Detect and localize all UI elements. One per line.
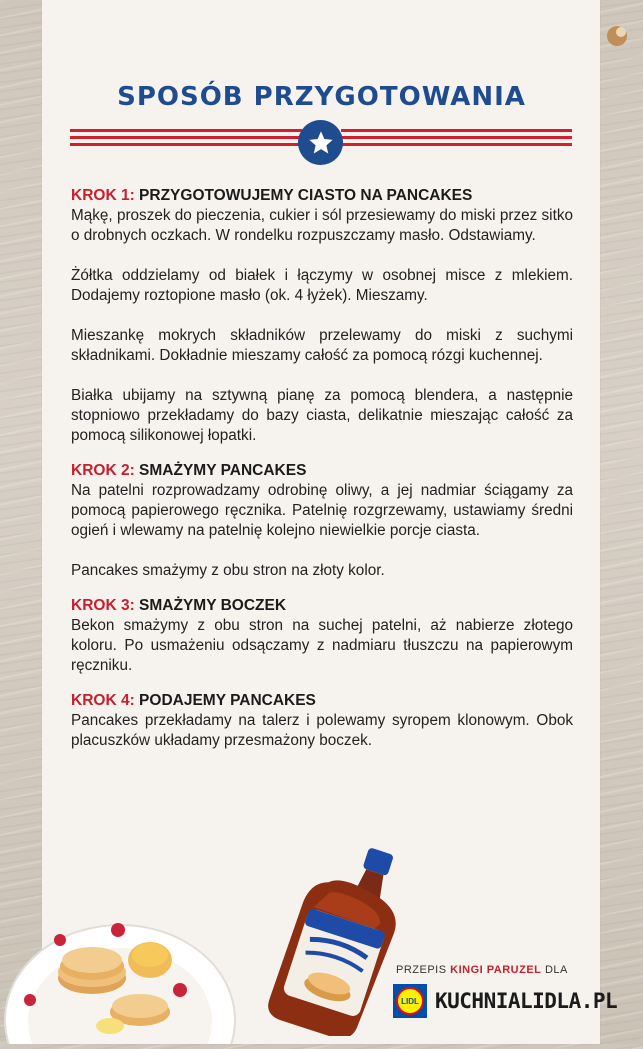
site-name: KUCHNIALIDLA.PL [435, 989, 618, 1013]
step-4-heading: KROK 4: PODAJEMY PANCAKES [71, 692, 316, 709]
recipe-credit: PRZEPIS KINGI PARUZEL DLA [396, 964, 568, 976]
stripes-left [70, 129, 302, 145]
pancake-plate-icon [0, 900, 240, 1044]
step-3-paragraph-1: Bekon smażymy z obu stron na suchej patelni, aż nabierze złotego koloru. Po usmażeniu odsączamy z nadmiaru tłuszczu na papierowym ręczniku. [71, 617, 573, 674]
step-2-paragraph-2: Pancakes smażymy z obu stron na złoty kolor. [71, 562, 385, 579]
lidl-logo: LIDL [393, 984, 427, 1018]
step-3-heading: KROK 3: SMAŻYMY BOCZEK [71, 597, 287, 614]
step-4-paragraph-1: Pancakes przekładamy na talerz i polewamy syropem klonowym. Obok placuszków układamy przesmażony boczek. [71, 712, 573, 749]
step-1-paragraph-1: Mąkę, proszek do pieczenia, cukier i sól przesiewamy do miski przez sitko o drobnych oczkach. W rondelku rozpuszczamy masło. Odstawiamy. [71, 207, 573, 244]
page-title: SPOSÓB PRZYGOTOWANIA [117, 82, 526, 112]
stripes-right [341, 129, 572, 145]
recipe-steps [71, 186, 573, 751]
step-1-paragraph-2: Żółtka oddzielamy od białek i łączymy w osobnej misce z mlekiem. Dodajemy roztopione masło (ok. 4 łyżek). Mieszamy. [71, 267, 573, 304]
step-1-paragraph-3: Mieszankę mokrych składników przelewamy do miski z suchymi składnikami. Dokładnie mieszamy całość za pomocą rózgi kuchennej. [71, 327, 573, 364]
syrup-bottle-icon [252, 836, 412, 1036]
step-2-paragraph-1: Na patelni rozprowadzamy odrobinę oliwy, a jej nadmiar ściągamy za pomocą papierowego ręcznika. Patelnię rozgrzewamy, ustawiamy średni ogień i wlewamy na patelnię kolejno niewielkie porcje ciasta. [71, 482, 573, 539]
brand-footer [393, 984, 617, 1018]
step-2-heading: KROK 2: SMAŻYMY PANCAKES [71, 462, 307, 479]
step-1-heading: KROK 1: PRZYGOTOWUJEMY CIASTO NA PANCAKES [71, 187, 473, 204]
star-icon [298, 120, 343, 165]
step-1-paragraph-4: Białka ubijamy na sztywną pianę za pomocą blendera, a następnie stopniowo przekładamy do bazy ciasta, delikatnie mieszając całość za pomocą silikonowej łopatki. [71, 387, 573, 444]
